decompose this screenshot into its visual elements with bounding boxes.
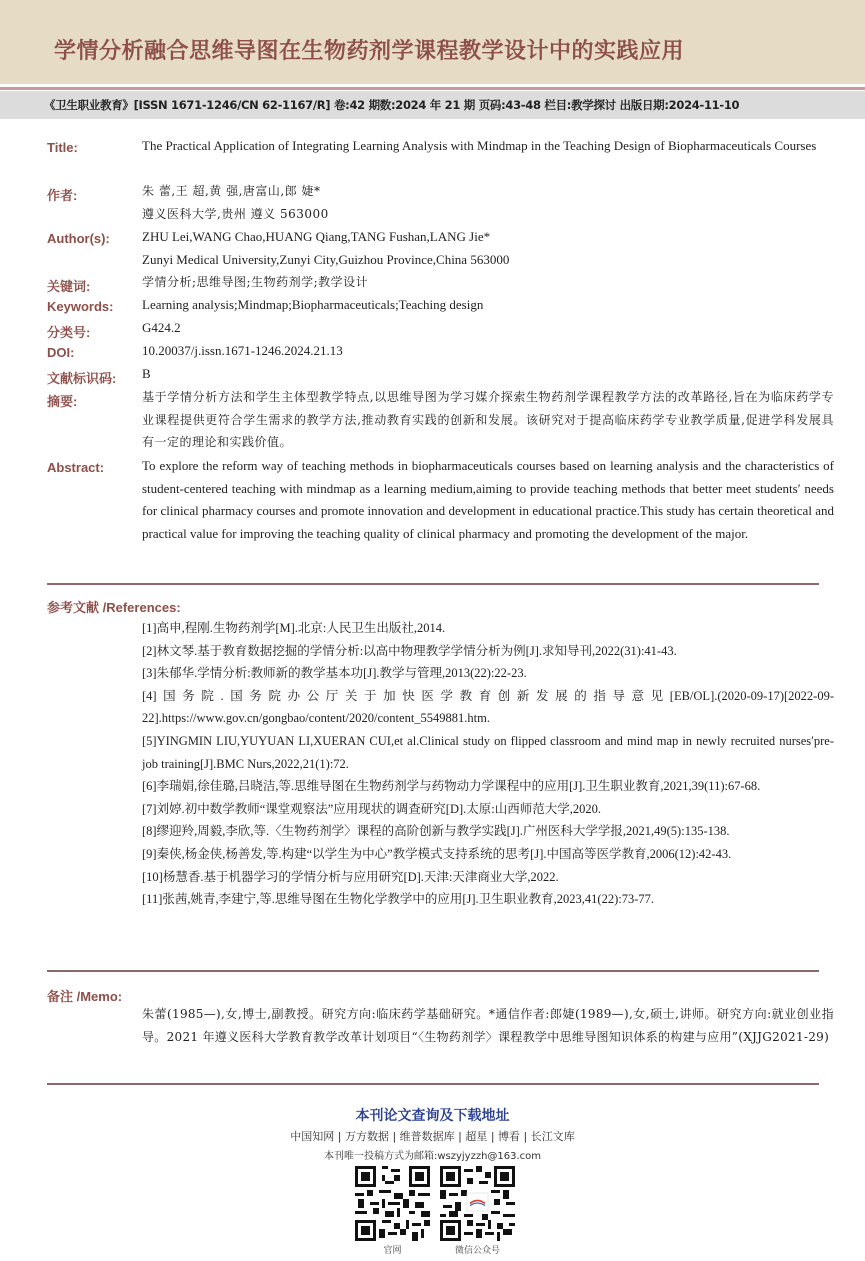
authors-cn: 朱 蕾,王 超,黄 强,唐富山,郎 婕* [142,184,321,198]
doi-value[interactable]: 10.20037/j.issn.1671-1246.2024.21.13 [142,343,343,358]
authors-en: ZHU Lei,WANG Chao,HUANG Qiang,TANG Fushan,LANG Jie* [142,229,491,244]
references-label: 参考文献 /References: [47,600,181,615]
article-title: 学情分析融合思维导图在生物药剂学课程教学设计中的实践应用 [54,39,685,64]
reference-item: [11]张茜,姚青,李建宁,等.思维导图在生物化学教学中的应用[J].卫生职业教育,2023,41(22):73-77. [142,892,655,907]
abstract-cn-label: 摘要: [47,394,78,409]
reference-item[interactable]: [4]国务院.国务院办公厅关于加快医学教育创新发展的指导意见[EB/OL].(2020-09-17)[2022-09-22].https://www.gov.cn/gongbao/content/2020/content_5549881.htm. [142,688,834,726]
abstract-cn: 基于学情分析方法和学生主体型教学特点,以思维导图为学习媒介探索生物药剂学课程教学方法的改革路径,旨在为临床药学专业课程提供更符合学生需求的教学方法,推动教育实践的创新和发展。该研究对于提高临床药学专业教学质量,促进学科发展具有一定的理论和实践价值。 [142,390,834,449]
reference-item: [1]高申,程刚.生物药剂学[M].北京:人民卫生出版社,2014. [142,621,446,635]
classification-value: G424.2 [142,320,181,335]
document-code-label: 文献标识码: [47,371,117,386]
reference-item: [5]YINGMIN LIU,YUYUAN LI,XUERAN CUI,et al.Clinical study on flipped classroom and mind map in newly recruited nurses′pre-job training[J].BMC Nurs,2022,21(1):72. [142,733,834,771]
abstract-en-label: Abstract: [47,460,105,475]
reference-item: [2]林文琴.基于教育数据挖掘的学情分析:以高中物理教学学情分析为例[J].求知导刊,2022(31):41-43. [142,643,677,658]
reference-list [142,617,834,911]
keywords-en-label: Keywords: [47,299,114,314]
reference-item: [7]刘婷.初中数学教师“课堂观察法”应用现状的调查研究[D].太原:山西师范大学,2020. [142,801,601,816]
section-divider [47,1083,819,1085]
keywords-cn-label: 关键词: [47,279,91,294]
reference-item: [10]杨慧香.基于机器学习的学情分析与应用研究[D].天津:天津商业大学,2022. [142,869,559,884]
document-code-value: B [142,366,151,381]
qr-caption-website: 官网 [383,1246,402,1256]
doi-label: DOI: [47,345,75,360]
memo-label: 备注 /Memo: [47,989,123,1004]
authors-en-label: Author(s): [47,231,110,246]
reference-item: [9]秦侠,杨金侠,杨善发,等.构建“以学生为中心”教学模式支持系统的思考[J].中国高等医学教育,2006(12):42-43. [142,846,732,861]
reference-item: [8]缪迎羚,周毅,李欣,等.〈生物药剂学〉课程的高阶创新与教学实践[J].广州医科大学学报,2021,49(5):135-138. [142,824,730,839]
section-divider [47,970,819,972]
database-links[interactable]: 中国知网 | 万方数据 | 维普数据库 | 超星 | 博看 | 长江文库 [290,1130,575,1143]
qr-code-wechat[interactable] [440,1166,515,1241]
qr-caption-wechat: 微信公众号 [454,1246,500,1256]
title-label: Title: [47,140,78,155]
memo-text: 朱蕾(1985—),女,博士,副教授。研究方向:临床药学基础研究。*通信作者:郎婕(1989—),女,硕士,讲师。研究方向:就业创业指导。2021 年遵义医科大学教育教学改革计划项目“〈生物药剂学〉课程教学中思维导图知识体系的构建与应用”(XJJG2021-29) [142,1007,834,1044]
reference-item: [3]朱郁华.学情分析:教师新的教学基本功[J].教学与管理,2013(22):22-23. [142,666,527,681]
affiliation-cn: 遵义医科大学,贵州 遵义 563000 [142,207,329,221]
authors-cn-label: 作者: [47,188,78,203]
affiliation-en: Zunyi Medical University,Zunyi City,Guizhou Province,China 563000 [142,252,510,267]
qr-code-website[interactable] [355,1166,430,1241]
keywords-cn: 学情分析;思维导图;生物药剂学;教学设计 [142,275,369,289]
keywords-en: Learning analysis;Mindmap;Biopharmaceuticals;Teaching design [142,297,484,312]
classification-label: 分类号: [47,325,91,340]
footer-title: 本刊论文查询及下载地址 [355,1108,510,1124]
english-title: The Practical Application of Integrating Learning Analysis with Mindmap in the Teaching Design of Biopharmaceuticals Courses [142,138,817,153]
reference-item: [6]李瑞娟,徐佳璐,吕晓洁,等.思维导图在生物药剂学与药物动力学课程中的应用[J].卫生职业教育,2021,39(11):67-68. [142,779,761,794]
journal-info-line: 《卫生职业教育》[ISSN 1671-1246/CN 62-1167/R] 卷:42 期数:2024 年 21 期 页码:43-48 栏目:教学探讨 出版日期:2024-11-10 [44,98,740,112]
header-divider [0,87,865,90]
submission-email[interactable]: 本刊唯一投稿方式为邮箱:wszyjyzzh@163.com [323,1151,542,1162]
abstract-en: To explore the reform way of teaching methods in biopharmaceuticals courses based on learning analysis and the characteristics of student-centered teaching with mindmap as a learning medium,aiming to provide teaching methods that better meet students′ needs for clinical pharmacy courses and promote innovation and development in educational practice.This study has certain theoretical and practical value for improving the teaching quality of clinical pharmacy and promoting the development of the major. [142,458,834,541]
section-divider [47,583,819,585]
